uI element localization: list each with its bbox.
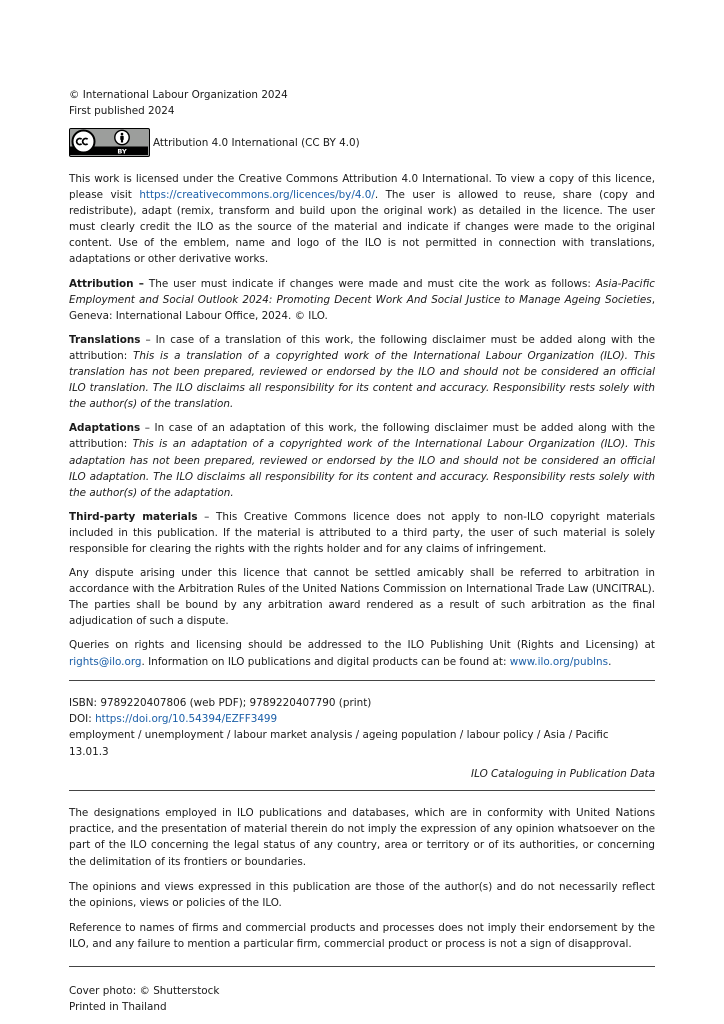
doi-line <box>69 711 655 727</box>
licence-text-a: This work is licensed under the Creative Commons Attribution 4.0 International. To view a copy of this licence, please visit <box>69 173 655 202</box>
third-party-text: – This Creative Commons licence does not apply to non-ILO copyright materials included in this publication. If the material is attributed to a third party, the user of such material is solely responsible for clearing the rights with the rights holder and for any claims of infringement. <box>69 510 655 555</box>
publications-link[interactable]: www.ilo.org/publns <box>509 655 609 668</box>
queries-paragraph <box>69 637 655 669</box>
translations-disclaimer: This is a translation of a copyrighted work of the International Labour Organization (ILO). This translation has not been prepared, reviewed or endorsed by the ILO and should not be considered an official ILO translation. The ILO disclaims all responsibility for its content and accuracy. Responsibility rests solely with the author(s) of the translation. <box>69 349 655 411</box>
adaptations-paragraph <box>69 420 655 500</box>
licence-paragraph <box>69 171 655 268</box>
footer-credits <box>69 983 655 1015</box>
by-person-icon <box>115 130 129 144</box>
disclaimer-designations: The designations employed in ILO publications and databases, which are in conformity with United Nations practice, and the presentation of material therein do not imply the expression of any opinion whatsoever on the part of the ILO concerning the legal status of any country, area or territory or of its authorities, or concerning the delimitation of its frontiers or boundaries. <box>69 807 655 868</box>
cataloguing-label: ILO Cataloguing in Publication Data <box>471 768 655 781</box>
disclaimer-opinions: The opinions and views expressed in this publication are those of the author(s) and do not necessarily reflect the opinions, views or policies of the ILO. <box>69 880 655 909</box>
rights-email-link[interactable]: rights@ilo.org <box>69 655 142 668</box>
third-party-paragraph <box>69 509 655 557</box>
attribution-title: Asia-Pacific Employment and Social Outlook 2024: Promoting Decent Work And Social Justice to Manage Ageing Societies <box>69 277 655 306</box>
queries-text-a: Queries on rights and licensing should be addressed to the ILO Publishing Unit (Rights and Licensing) at <box>69 639 655 652</box>
cc-by-badge <box>69 128 150 157</box>
licence-text-b: . The user is allowed to reuse, share (copy and redistribute), adapt (remix, transform and build upon the original work) as detailed in the licence. The user must clearly credit the ILO as the source of the material and indicate if changes were made to the original content. Use of the emblem, name and logo of the ILO is not permitted in connection with translations, adaptations or other derivative works. <box>69 189 655 266</box>
licence-caption: Attribution 4.0 International (CC BY 4.0) <box>153 136 360 149</box>
copyright-line: © International Labour Organization 2024 <box>69 89 288 101</box>
licence-badge-row <box>69 128 655 157</box>
attribution-text-b: , Geneva: International Labour Office, 2024. © ILO. <box>69 293 655 322</box>
cover-photo-credit: Cover photo: © Shutterstock <box>69 985 220 997</box>
adaptations-text: – In case of an adaptation of this work, the following disclaimer must be added along with the attribution: <box>69 422 655 451</box>
divider-middle <box>69 790 655 791</box>
adaptations-disclaimer: This is an adaptation of a copyrighted work of the International Labour Organization (ILO). This adaptation has not been prepared, reviewed or endorsed by the ILO and should not be considered an official ILO adaptation. The ILO disclaims all responsibility for its content and accuracy. Responsibility rests solely with the author(s) of the adaptation. <box>69 438 655 499</box>
classification-code: 13.01.3 <box>69 745 109 758</box>
publication-metadata <box>69 695 655 761</box>
dispute-paragraph: Any dispute arising under this licence that cannot be settled amicably shall be referred to arbitration in accordance with the Arbitration Rules of the United Nations Commission on International Trade Law (UNCITRAL). The parties shall be bound by any arbitration award rendered as a result of such arbitration as the final adjudication of such a dispute. <box>69 567 655 628</box>
queries-text-b: . Information on ILO publications and digital products can be found at: <box>141 655 510 668</box>
disclaimer-products: Reference to names of firms and commercial products and processes does not imply their endorsement by the ILO, and any failure to mention a particular firm, commercial product or process is not a sign of disapproval. <box>69 921 655 950</box>
queries-text-c: . <box>608 655 612 668</box>
keywords-line: employment / unemployment / labour market analysis / ageing population / labour policy / Asia / Pacific <box>69 729 609 742</box>
divider-bottom <box>69 966 655 967</box>
translations-heading: Translations <box>69 333 141 346</box>
doi-label: DOI: <box>69 713 96 726</box>
attribution-heading: Attribution – <box>69 277 144 290</box>
third-party-heading: Third-party materials <box>69 510 198 523</box>
adaptations-heading: Adaptations <box>69 422 141 435</box>
first-published-line: First published 2024 <box>69 105 175 117</box>
isbn-line: ISBN: 9789220407806 (web PDF); 9789220407790 (print) <box>69 696 372 709</box>
translations-text: – In case of a translation of this work, the following disclaimer must be added along with the attribution: <box>69 333 655 362</box>
attribution-text-a: The user must indicate if changes were made and must cite the work as follows: <box>144 277 596 290</box>
translations-paragraph <box>69 332 655 412</box>
licence-url-link[interactable]: https://creativecommons.org/licences/by/4.0/ <box>139 189 375 202</box>
disclaimers-section <box>69 805 655 952</box>
cc-by-badge-graphic <box>70 129 148 155</box>
divider-top <box>69 680 655 681</box>
doi-link[interactable]: https://doi.org/10.54394/EZFF3499 <box>95 713 278 726</box>
by-badge-text: BY <box>117 147 127 155</box>
printed-in-line: Printed in Thailand <box>69 1001 167 1013</box>
attribution-paragraph <box>69 276 655 324</box>
cc-icon <box>73 131 95 153</box>
